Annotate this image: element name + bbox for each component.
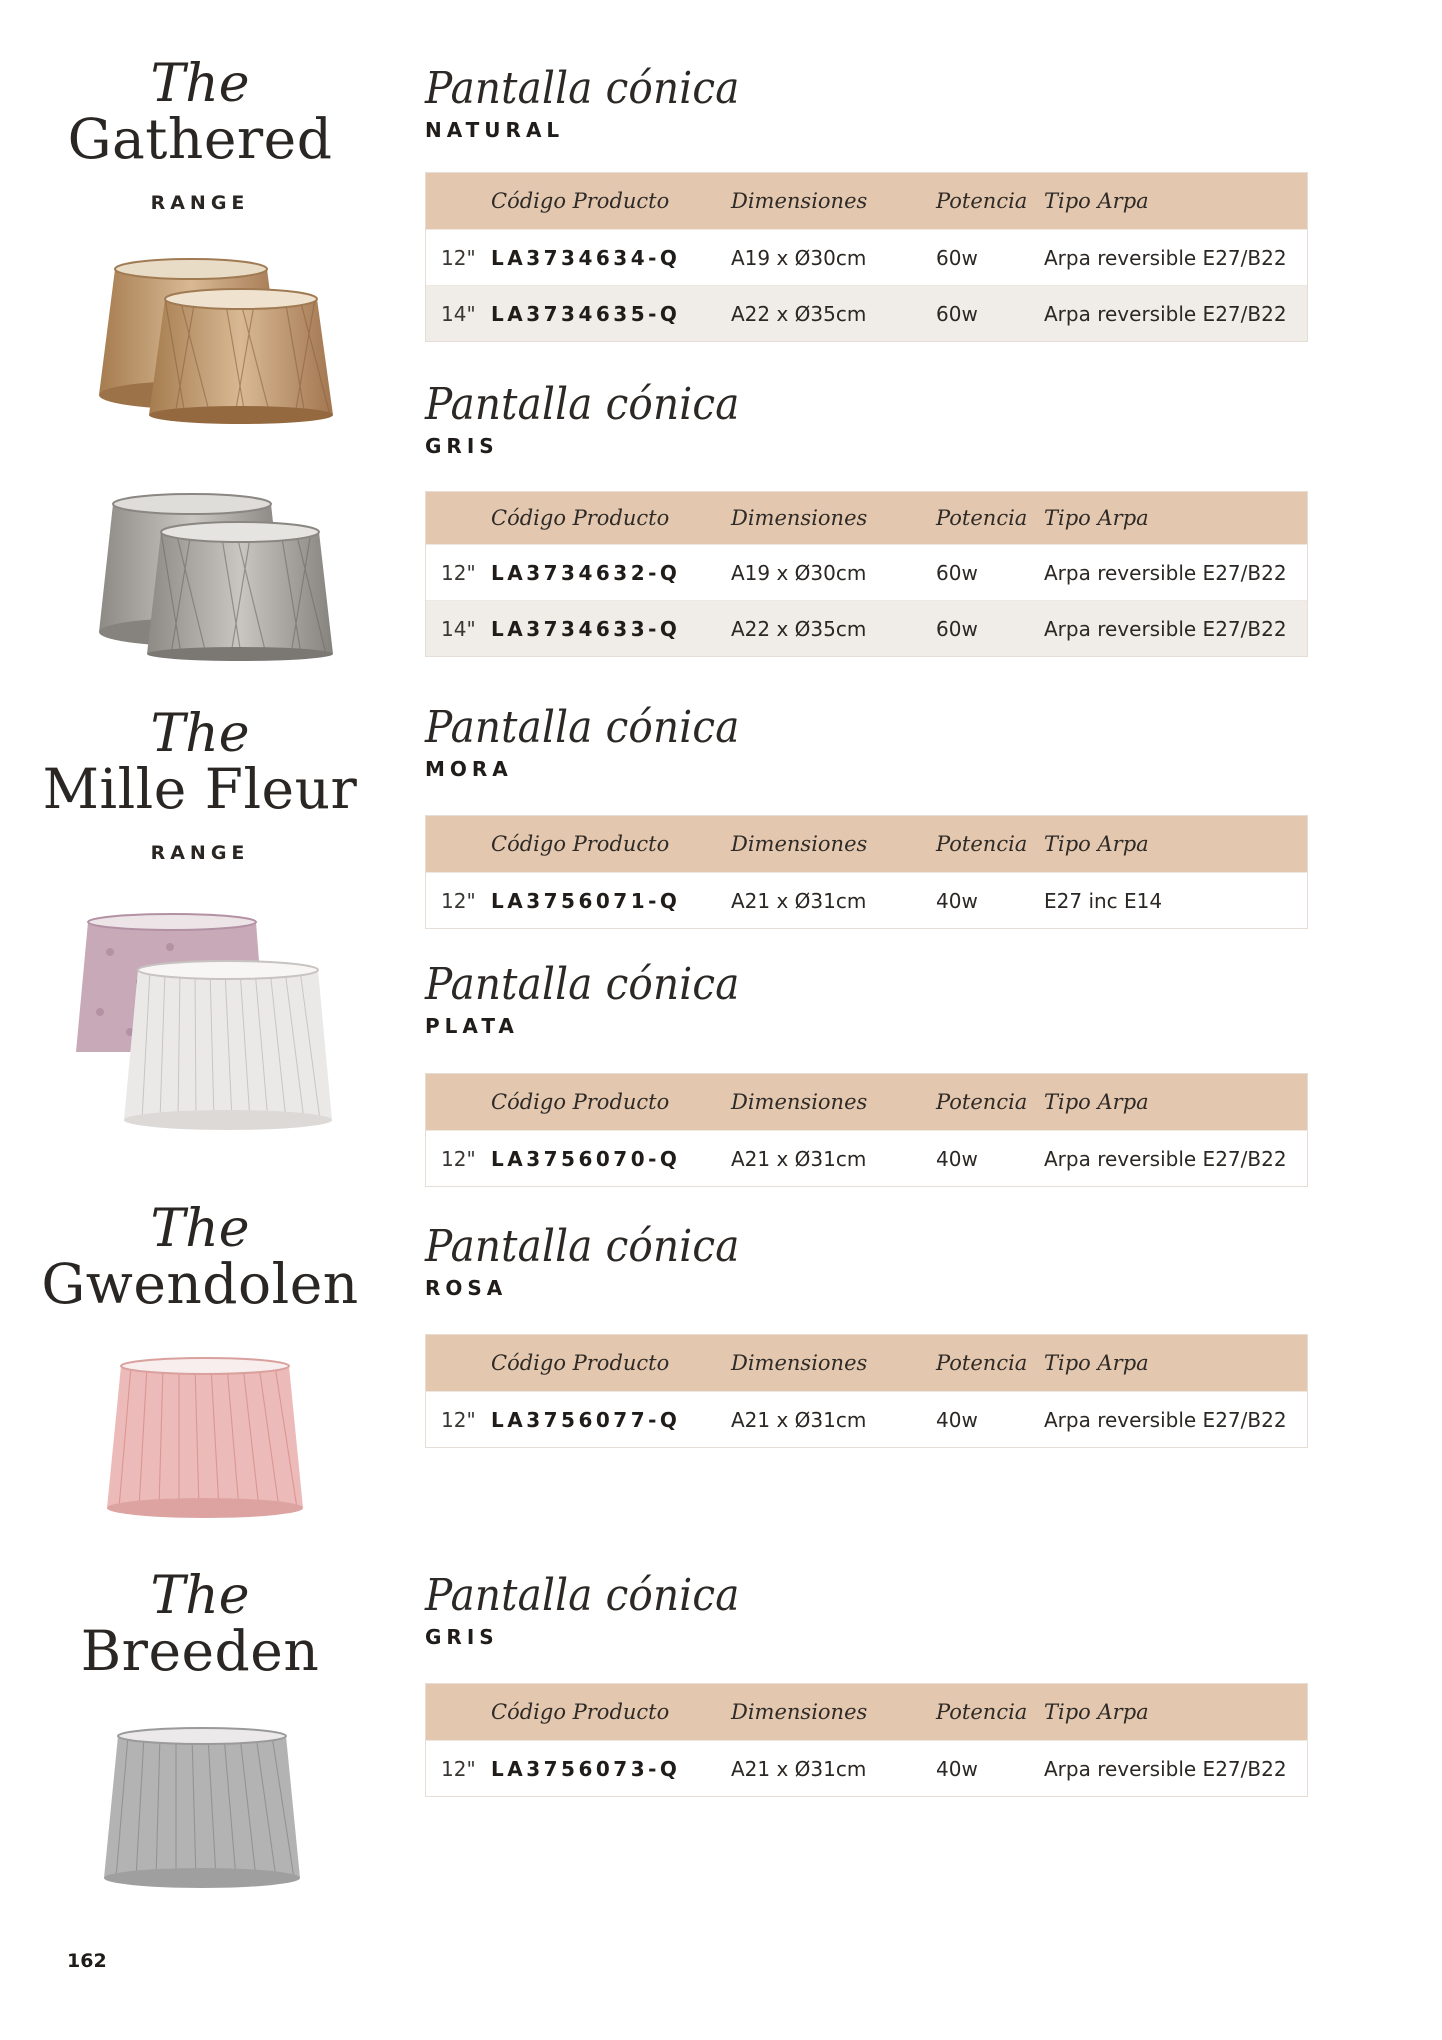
range-title-breeden: The Breeden — [80, 1566, 320, 1684]
header-harp-type: Tipo Arpa — [1044, 832, 1149, 857]
product-code: LA3734634-Q — [491, 245, 681, 270]
dimensions-cell: A22 x Ø35cm — [731, 616, 867, 641]
table-row — [426, 229, 1307, 285]
section-subtitle: NATURAL — [425, 118, 565, 143]
size-cell: 14" — [441, 301, 476, 326]
header-dimensions: Dimensiones — [731, 1351, 868, 1376]
section-subtitle: PLATA — [425, 1014, 519, 1039]
product-code: LA3734632-Q — [491, 560, 681, 585]
section-title: Pantalla cónica — [425, 379, 740, 430]
dimensions-cell: A21 x Ø31cm — [731, 1407, 867, 1432]
product-code: LA3756073-Q — [491, 1756, 681, 1781]
header-code: Código Producto — [491, 832, 670, 857]
header-dimensions: Dimensiones — [731, 506, 868, 531]
header-code: Código Producto — [491, 1700, 670, 1725]
header-code: Código Producto — [491, 189, 670, 214]
size-cell: 14" — [441, 616, 476, 641]
header-harp-type: Tipo Arpa — [1044, 506, 1149, 531]
size-cell: 12" — [441, 560, 476, 585]
dimensions-cell: A21 x Ø31cm — [731, 1146, 867, 1171]
section-title: Pantalla cónica — [425, 702, 740, 753]
table-header — [426, 816, 1307, 872]
header-code: Código Producto — [491, 1090, 670, 1115]
size-cell: 12" — [441, 245, 476, 270]
header-power: Potencia — [936, 189, 1028, 214]
header-power: Potencia — [936, 506, 1028, 531]
harp-type-cell: E27 inc E14 — [1044, 888, 1163, 913]
page-number: 162 — [67, 1950, 107, 1972]
header-dimensions: Dimensiones — [731, 1090, 868, 1115]
harp-type-cell: Arpa reversible E27/B22 — [1044, 1146, 1287, 1171]
harp-type-cell: Arpa reversible E27/B22 — [1044, 1756, 1287, 1781]
section-title: Pantalla cónica — [425, 1221, 740, 1272]
size-cell: 12" — [441, 1407, 476, 1432]
header-code: Código Producto — [491, 506, 670, 531]
header-power: Potencia — [936, 1351, 1028, 1376]
power-cell: 40w — [936, 888, 978, 913]
header-dimensions: Dimensiones — [731, 189, 868, 214]
table-row — [426, 285, 1307, 341]
header-harp-type: Tipo Arpa — [1044, 1351, 1149, 1376]
breeden-grey-lampshade-image — [100, 1726, 305, 1896]
section-title: Pantalla cónica — [425, 959, 740, 1010]
product-table — [425, 1334, 1308, 1448]
section-title: Pantalla cónica — [425, 1570, 740, 1621]
section-subtitle: ROSA — [425, 1276, 508, 1301]
harp-type-cell: Arpa reversible E27/B22 — [1044, 1407, 1287, 1432]
table-row — [426, 1391, 1307, 1447]
table-row — [426, 872, 1307, 928]
dimensions-cell: A22 x Ø35cm — [731, 301, 867, 326]
product-table — [425, 172, 1308, 342]
power-cell: 60w — [936, 560, 978, 585]
range-title-gwendolen: The Gwendolen — [41, 1199, 359, 1317]
header-dimensions: Dimensiones — [731, 832, 868, 857]
harp-type-cell: Arpa reversible E27/B22 — [1044, 301, 1287, 326]
power-cell: 60w — [936, 616, 978, 641]
grey-lampshade-image — [95, 492, 335, 662]
range-label-mille-fleur: RANGE — [150, 842, 250, 864]
size-cell: 12" — [441, 1756, 476, 1781]
header-harp-type: Tipo Arpa — [1044, 1700, 1149, 1725]
product-code: LA3734633-Q — [491, 616, 681, 641]
product-code: LA3756071-Q — [491, 888, 681, 913]
section-title: Pantalla cónica — [425, 63, 740, 114]
dimensions-cell: A21 x Ø31cm — [731, 1756, 867, 1781]
table-row — [426, 544, 1307, 600]
table-header — [426, 173, 1307, 229]
natural-lampshade-image — [95, 255, 335, 425]
power-cell: 40w — [936, 1756, 978, 1781]
section-natural — [425, 63, 1308, 342]
harp-type-cell: Arpa reversible E27/B22 — [1044, 560, 1287, 585]
table-header — [426, 1074, 1307, 1130]
harp-type-cell: Arpa reversible E27/B22 — [1044, 245, 1287, 270]
section-subtitle: GRIS — [425, 1625, 499, 1650]
dimensions-cell: A21 x Ø31cm — [731, 888, 867, 913]
header-harp-type: Tipo Arpa — [1044, 1090, 1149, 1115]
table-header — [426, 1335, 1307, 1391]
product-table — [425, 1683, 1308, 1797]
power-cell: 60w — [936, 245, 978, 270]
product-code: LA3756070-Q — [491, 1146, 681, 1171]
section-plata — [425, 959, 1308, 1187]
section-gris-breeden — [425, 1570, 1308, 1797]
header-power: Potencia — [936, 832, 1028, 857]
table-header — [426, 1684, 1307, 1740]
range-label-gathered: RANGE — [150, 192, 250, 214]
product-table — [425, 1073, 1308, 1187]
mille-fleur-lampshades-image — [70, 912, 340, 1137]
header-power: Potencia — [936, 1700, 1028, 1725]
product-table — [425, 815, 1308, 929]
section-rosa — [425, 1221, 1308, 1448]
harp-type-cell: Arpa reversible E27/B22 — [1044, 616, 1287, 641]
product-table — [425, 491, 1308, 657]
dimensions-cell: A19 x Ø30cm — [731, 560, 867, 585]
range-title-mille-fleur: The Mille Fleur — [42, 704, 358, 822]
product-code: LA3756077-Q — [491, 1407, 681, 1432]
header-dimensions: Dimensiones — [731, 1700, 868, 1725]
power-cell: 60w — [936, 301, 978, 326]
power-cell: 40w — [936, 1146, 978, 1171]
table-row — [426, 1130, 1307, 1186]
table-row — [426, 1740, 1307, 1796]
header-code: Código Producto — [491, 1351, 670, 1376]
size-cell: 12" — [441, 888, 476, 913]
table-row — [426, 600, 1307, 656]
section-subtitle: MORA — [425, 757, 513, 782]
product-code: LA3734635-Q — [491, 301, 681, 326]
range-title-gathered: The Gathered — [67, 54, 333, 172]
power-cell: 40w — [936, 1407, 978, 1432]
section-gris — [425, 379, 1308, 657]
size-cell: 12" — [441, 1146, 476, 1171]
table-header — [426, 492, 1307, 544]
header-harp-type: Tipo Arpa — [1044, 189, 1149, 214]
section-subtitle: GRIS — [425, 434, 499, 459]
dimensions-cell: A19 x Ø30cm — [731, 245, 867, 270]
header-power: Potencia — [936, 1090, 1028, 1115]
section-mora — [425, 702, 1308, 929]
pink-lampshade-image — [103, 1356, 308, 1526]
